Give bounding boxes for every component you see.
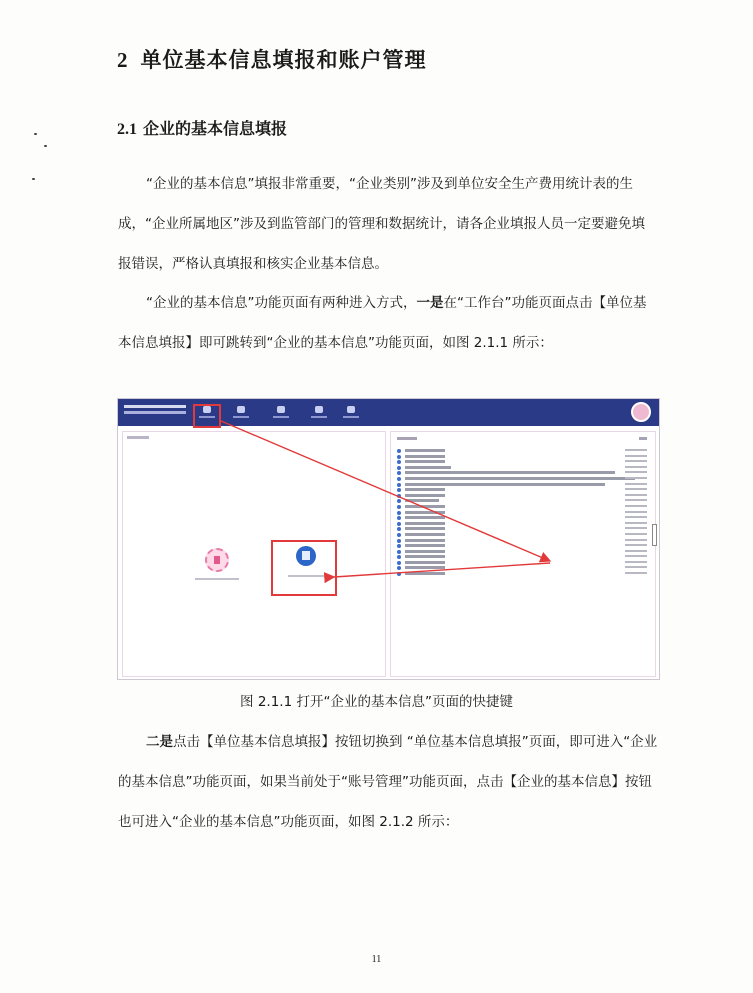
paragraph-entry-method-two — [118, 722, 658, 842]
subsection-title: 企业的基本信息填报 — [143, 119, 288, 138]
bold-marker-first: 一是 — [416, 295, 444, 311]
paragraph-entry-method-one — [118, 283, 658, 363]
arrow-to-nav — [221, 421, 550, 561]
subsection-heading — [117, 116, 287, 139]
bold-marker-second: 二是 — [146, 734, 173, 750]
section-heading — [117, 44, 427, 74]
scan-speck — [32, 178, 35, 180]
figure-screenshot — [117, 398, 660, 680]
page-number: 11 — [371, 954, 382, 965]
annotation-arrows — [118, 399, 659, 679]
paragraph-importance: “企业的基本信息”填报非常重要，“企业类别”涉及到单位安全生产费用统计表的生成，“企业所属地区”涉及到监管部门的管理和数据统计，请各企业填报人员一定要避免填报错误，严格认真填报和核实企业基本信息。 — [118, 176, 645, 272]
paragraph-suffix: 在“工作台”功能页面点击【单位基本信息填报】即可跳转到“企业的基本信息”功能页面，如图 2.1.1 所示： — [118, 295, 647, 351]
paragraph-rest: 点击【单位基本信息填报】按钮切换到 “单位基本信息填报”页面，即可进入“企业的基本信息”功能页面，如果当前处于“账号管理”功能页面，点击【企业的基本信息】按钮也可进入“企业的基本信息”功能页面，如图 2.1.2 所示： — [118, 734, 658, 830]
scan-speck — [44, 145, 47, 147]
scan-speck — [34, 133, 37, 135]
figure-caption: 图 2.1.1 打开“企业的基本信息”页面的快捷键 — [240, 694, 513, 710]
paragraph-prefix: “企业的基本信息”功能页面有两种进入方式， — [146, 295, 417, 311]
subsection-number: 2.1 — [117, 121, 137, 138]
section-number: 2 — [117, 48, 129, 72]
arrow-to-shortcut — [334, 563, 550, 577]
section-title: 单位基本信息填报和账户管理 — [140, 48, 427, 72]
